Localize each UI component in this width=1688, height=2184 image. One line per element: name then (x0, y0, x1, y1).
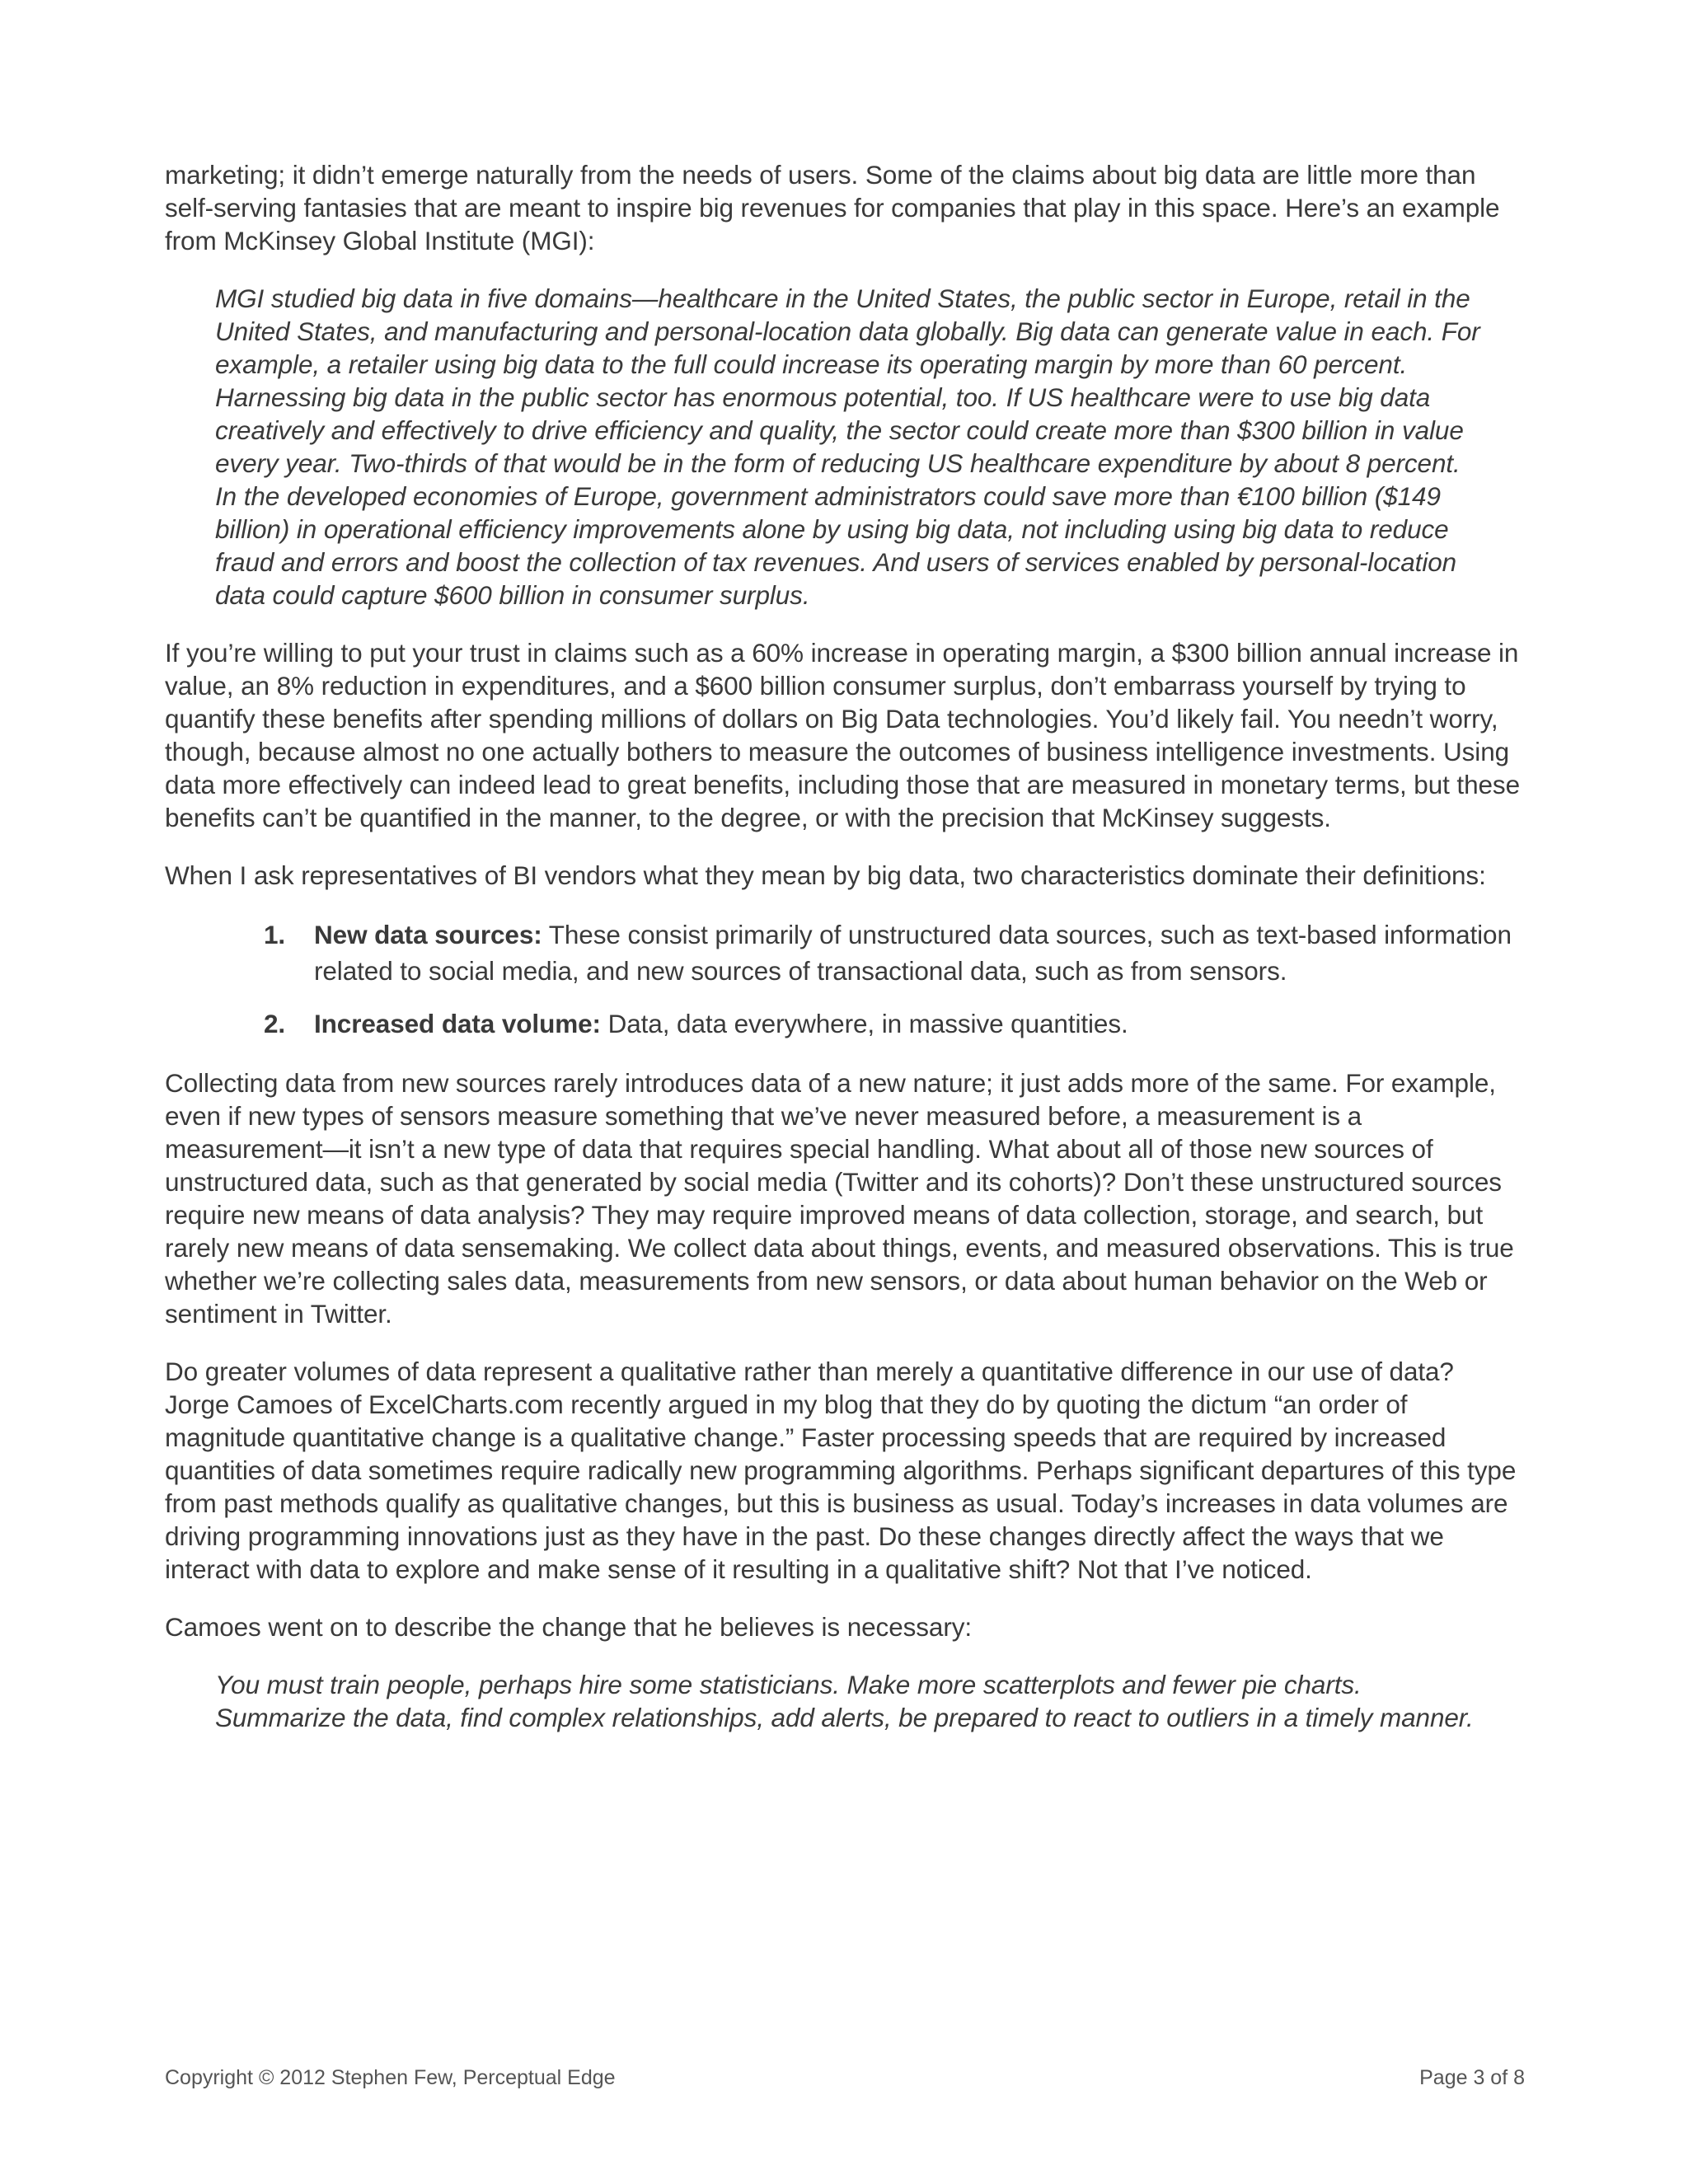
list-item-text: These consist primarily of unstructured data sources, such as text-based information related to social media, and new sources of transactional data, such as from sensors. (314, 920, 1512, 986)
document-body (165, 158, 1525, 1759)
paragraph-new-sources: Collecting data from new sources rarely introduces data of a new nature; it just adds more of the same. For example, even if new types of sensors measure something that we’ve never measured before, a measurement is a measurement—it isn’t a new type of data that requires special handling. What about all of those new sources of unstructured data, such as that generated by social media (Twitter and its cohorts)? Don’t these unstructured sources require new means of data analysis? They may require improved means of data collection, storage, and search, but rarely new means of data sensemaking. We collect data about things, events, and measured observations. This is true whether we’re collecting sales data, measurements from new sensors, or data about human behavior on the Web or sentiment in Twitter. (165, 1068, 1514, 1329)
list-item-term: New data sources: (314, 920, 542, 949)
list-item (165, 916, 1525, 989)
list-item (165, 1005, 1525, 1042)
paragraph-bi-vendors: When I ask representatives of BI vendors what they mean by big data, two characteristics dominate their definitions: (165, 860, 1486, 890)
paragraph-trust-claims: If you’re willing to put your trust in claims such as a 60% increase in operating margin, a $300 billion annual increase in value, an 8% reduction in expenditures, and a $600 billion consumer surplus, don’t embarrass yourself by trying to quantify these benefits after spending millions of dollars on Big Data technologies. You’d likely fail. You needn’t worry, though, because almost no one actually bothers to measure the outcomes of business intelligence investments. Using data more effectively can indeed lead to great benefits, including those that are measured in monetary terms, but these benefits can’t be quantified in the manner, to the degree, or with the precision that McKinsey suggests. (165, 638, 1520, 832)
paragraph-volumes: Do greater volumes of data represent a qualitative rather than merely a quantitative difference in our use of data? Jorge Camoes of ExcelCharts.com recently argued in my blog that they do by quoting the dictum “an order of magnitude quantitative change is a qualitative change.” Faster processing speeds that are required by increased quantities of data sometimes require radically new programming algorithms. Perhaps significant departures of this type from past methods qualify as qualitative changes, but this is business as usual. Today’s increases in data volumes are driving programming innovations just as they have in the past. Do these changes directly affect the ways that we interact with data to explore and make sense of it resulting in a qualitative shift? Not that I’ve noticed. (165, 1357, 1517, 1584)
footer-page-number: Page 3 of 8 (1419, 2066, 1525, 2089)
paragraph-camoes: Camoes went on to describe the change that he believes is necessary: (165, 1612, 973, 1642)
list-item-number: 1. (264, 920, 286, 949)
list-item-number: 2. (264, 1009, 286, 1038)
blockquote-camoes: You must train people, perhaps hire some statisticians. Make more scatterplots and fewer pie charts. Summarize the data, find complex relationships, add alerts, be prepared to react to outliers in a timely manner. (215, 1670, 1474, 1732)
list-item-term: Increased data volume: (314, 1009, 601, 1038)
paragraph-intro: marketing; it didn’t emerge naturally from the needs of users. Some of the claims about big data are little more than self-serving fantasies that are meant to inspire big revenues for companies that play in this space. Here’s an example from McKinsey Global Institute (MGI): (165, 160, 1500, 255)
blockquote-mgi: MGI studied big data in five domains—healthcare in the United States, the public sector in Europe, retail in the United States, and manufacturing and personal-location data globally. Big data can generate value in each. For example, a retailer using big data to the full could increase its operating margin by more than 60 percent. Harnessing big data in the public sector has enormous potential, too. If US healthcare were to use big data creatively and effectively to drive efficiency and quality, the sector could create more than $300 billion in value every year. Two-thirds of that would be in the form of reducing US healthcare expenditure by about 8 percent. In the developed economies of Europe, government administrators could save more than €100 billion ($149 billion) in operational efficiency improvements alone by using big data, not including using big data to reduce fraud and errors and boost the collection of tax revenues. And users of services enabled by personal-location data could capture $600 billion in consumer surplus. (215, 284, 1480, 610)
characteristics-list (165, 916, 1525, 1042)
footer-copyright: Copyright © 2012 Stephen Few, Perceptual Edge (165, 2066, 616, 2089)
list-item-text: Data, data everywhere, in massive quantities. (600, 1009, 1128, 1038)
